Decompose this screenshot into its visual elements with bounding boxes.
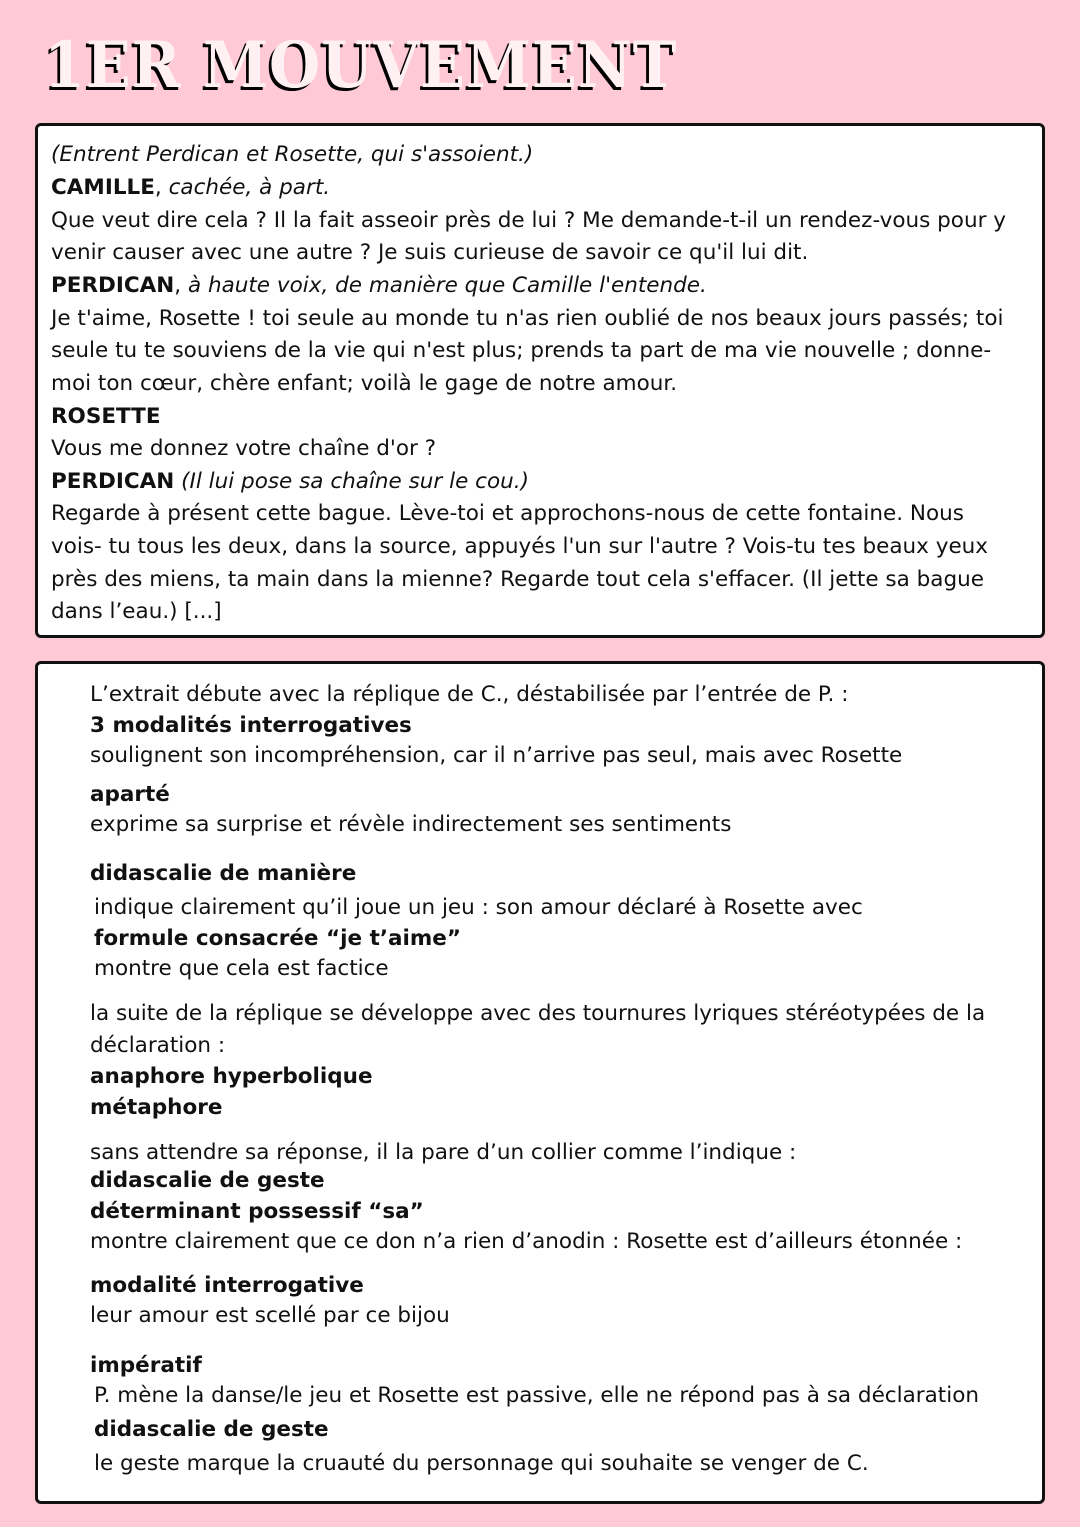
key-term: anaphore hyperbolique	[90, 1064, 373, 1089]
analysis-box	[35, 661, 1045, 1504]
stage-direction: cachée, à part.	[168, 175, 331, 200]
explanation-line: exprime sa surprise et révèle indirectement ses sentiments	[90, 812, 732, 837]
dialogue-line: près des miens, ta main dans la mienne? Regarde tout cela s'effacer. (Il jette sa bague	[51, 567, 984, 592]
explanation-line: leur amour est scellé par ce bijou	[90, 1303, 450, 1328]
dialogue-line: Regarde à présent cette bague. Lève-toi et approchons-nous de cette fontaine. Nous	[51, 501, 964, 526]
speaker: PERDICAN	[51, 273, 175, 298]
speaker-line	[51, 272, 707, 300]
speaker: CAMILLE	[51, 175, 155, 200]
dialogue-line: Vous me donnez votre chaîne d'or ?	[51, 436, 437, 461]
key-term: didascalie de manière	[90, 861, 357, 886]
separator: ,	[154, 175, 169, 200]
key-term: déterminant possessif “sa”	[90, 1199, 424, 1224]
stage-direction: (Il lui pose sa chaîne sur le cou.)	[174, 469, 529, 494]
explanation-line: indique clairement qu’il joue un jeu : son amour déclaré à Rosette avec	[94, 895, 863, 920]
dialogue-line: vois- tu tous les deux, dans la source, appuyés l'un sur l'autre ? Vois-tu tes beaux yeux	[51, 534, 989, 559]
separator: ,	[174, 273, 188, 298]
dialogue-line: moi ton cœur, chère enfant; voilà le gage de notre amour.	[51, 371, 678, 396]
explanation-line: P. mène la danse/le jeu et Rosette est passive, elle ne répond pas à sa déclaration	[94, 1383, 979, 1408]
dialogue-line: seule tu te souviens de la vie qui n'est plus; prends ta part de ma vie nouvelle ; donne-	[51, 338, 992, 363]
dialogue-line: venir causer avec une autre ? Je suis curieuse de savoir ce qu'il lui dit.	[51, 240, 809, 265]
speaker: PERDICAN	[51, 469, 175, 494]
page-title: 1ER MOUVEMENT	[44, 28, 678, 103]
key-term: 3 modalités interrogatives	[90, 713, 412, 738]
stage-direction: (Entrent Perdican et Rosette, qui s'assoient.)	[51, 142, 534, 167]
explanation-line: L’extrait débute avec la réplique de C., déstabilisée par l’entrée de P. :	[90, 682, 849, 707]
key-term: aparté	[90, 782, 170, 807]
explanation-line: montre clairement que ce don n’a rien d’anodin : Rosette est d’ailleurs étonnée :	[90, 1229, 963, 1254]
key-term: impératif	[90, 1353, 202, 1378]
extract-box	[35, 123, 1045, 638]
key-term: métaphore	[90, 1095, 223, 1120]
explanation-line: déclaration :	[90, 1033, 226, 1058]
explanation-line: sans attendre sa réponse, il la pare d’un collier comme l’indique :	[90, 1140, 797, 1165]
speaker-line	[51, 468, 529, 496]
explanation-line: la suite de la réplique se développe avec des tournures lyriques stéréotypées de la	[90, 1001, 986, 1026]
dialogue-line: Je t'aime, Rosette ! toi seule au monde tu n'as rien oublié de nos beaux jours passés; toi	[51, 306, 1004, 331]
stage-direction: à haute voix, de manière que Camille l'entende.	[187, 273, 707, 298]
speaker: ROSETTE	[51, 404, 161, 429]
dialogue-line: dans l’eau.) [...]	[51, 599, 222, 624]
dialogue-line: Que veut dire cela ? Il la fait asseoir près de lui ? Me demande-t-il un rendez-vous pour y	[51, 208, 1006, 233]
explanation-line: soulignent son incompréhension, car il n’arrive pas seul, mais avec Rosette	[90, 743, 903, 768]
speaker-line	[51, 174, 330, 202]
explanation-line: le geste marque la cruauté du personnage qui souhaite se venger de C.	[94, 1451, 869, 1476]
key-term: formule consacrée “je t’aime”	[94, 926, 462, 951]
explanation-line: montre que cela est factice	[94, 956, 389, 981]
key-term: didascalie de geste	[94, 1417, 329, 1442]
key-term: modalité interrogative	[90, 1273, 364, 1298]
key-term: didascalie de geste	[90, 1168, 325, 1193]
